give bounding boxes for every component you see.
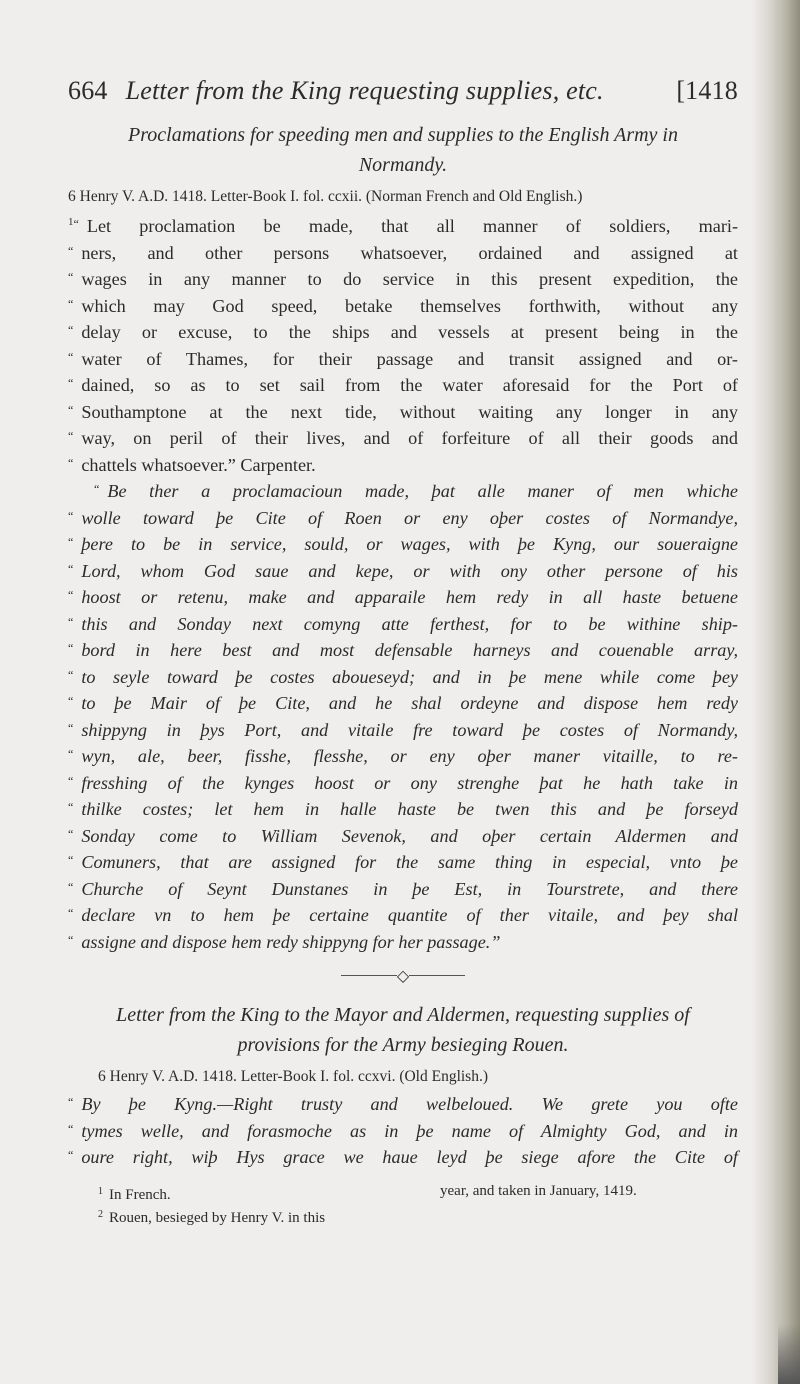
text-line: “ way, on peril of their lives, and of forfeiture of all their goods and [68, 428, 738, 448]
text-line: “ wages in any manner to do service in this present expedition, the [68, 269, 738, 289]
text-line: “ fresshing of the kynges hoost or ony strenghe þat he hath take in [68, 772, 738, 793]
text-line: “ oure right, wiþ Hys grace we haue leyd þe siege afore the Cite of [68, 1147, 738, 1167]
text-line: “ dained, so as to set sail from the water aforesaid for the Port of [68, 375, 738, 395]
section-title-letter: Letter from the King to the Mayor and Aldermen, requesting supplies of provisions for the Army besieging Rouen. [116, 1004, 690, 1056]
text-line: “ delay or excuse, to the ships and vessels at present being in the [68, 322, 738, 342]
running-title: Letter from the King requesting supplies, etc. [125, 76, 604, 105]
text-line: “ Comuners, that are assigned for the same thing in especial, vnto þe [68, 852, 738, 872]
text-line: “ bord in here best and most defensable harneys and couenable array, [68, 640, 738, 660]
text-line: “ hoost or retenu, make and apparaile hem redy in all haste betuene [68, 587, 738, 607]
text-line: “ Churche of Seynt Dunstanes in þe Est, in Tourstrete, and there [68, 878, 738, 899]
source-citation-2: 6 Henry V. A.D. 1418. Letter-Book I. fol. ccxvi. (Old English.) [98, 1068, 489, 1085]
old-english-proclamation [68, 477, 738, 954]
text-line: “ By þe Kyng.—Right trusty and welbeloued. We grete you ofte [68, 1094, 738, 1114]
text-line: “ water of Thames, for their passage and transit assigned and or- [68, 348, 738, 369]
section-title-proclamations: Proclamations for speeding men and supplies to the English Army in Normandy. [128, 124, 678, 176]
text-line: “ ners, and other persons whatsoever, ordained and assigned at [68, 242, 738, 263]
text-line: “ þere to be in service, sould, or wages, with þe Kyng, our soueraigne [68, 534, 738, 554]
section-divider [68, 966, 738, 986]
footnote-2-continued: year, and taken in January, 1419. [440, 1182, 637, 1199]
text-line: “ this and Sonday next comyng atte ferthest, for to be withine ship- [68, 613, 738, 634]
page-corner-shadow [778, 1324, 800, 1384]
footnote-1: $^1$ In French. [98, 1185, 171, 1203]
source-citation-1: 6 Henry V. A.D. 1418. Letter-Book I. fol. ccxii. (Norman French and Old English.) [68, 188, 583, 205]
text-line: “ Lord, whom God saue and kepe, or with ony other persone of his [68, 560, 738, 581]
text-line: “ to þe Mair of þe Cite, and he shal ordeyne and dispose hem redy [68, 693, 738, 713]
text-line: “ assigne and dispose hem redy shippyng for her passage.” [68, 931, 501, 952]
letter-text [68, 1090, 738, 1170]
text-line: “ Southamptone at the next tide, without waiting any longer in any [68, 401, 738, 422]
text-line: “ thilke costes; let hem in halle haste be twen this and þe forseyd [68, 799, 738, 819]
divider-ornament: ◇ [396, 968, 410, 985]
text-line: “ which may God speed, betake themselves forthwith, without any [68, 295, 738, 316]
text-line: “ tymes welle, and forasmoche as in þe name of Almighty God, and in [68, 1120, 738, 1141]
page-number: 664 [68, 76, 108, 105]
text-line: “ Sonday come to William Sevenok, and oþer certain Aldermen and [68, 825, 738, 846]
page-edge-shadow [752, 0, 800, 1384]
text-line: “ shippyng in þys Port, and vitaile fre toward þe costes of Normandy, [68, 719, 738, 740]
text-line: “ wolle toward þe Cite of Roen or eny oþer costes of Normandye, [68, 507, 738, 528]
text-line: “ to seyle toward þe costes aboueseyd; and in þe mene while come þey [68, 666, 738, 687]
text-line: $^{1“}$ Let proclamation be made, that all manner of soldiers, mari- [68, 216, 738, 236]
footnote-2: $^2$ Rouen, besieged by Henry V. in this [98, 1208, 326, 1226]
footnotes [68, 1182, 738, 1228]
text-line: “ wyn, ale, beer, fisshe, flesshe, or eny oþer maner vitaille, to re- [68, 746, 738, 766]
year-bracket: [1418 [676, 76, 738, 105]
running-header [68, 76, 738, 106]
book-page [68, 76, 738, 1228]
text-line: “ declare vn to hem þe certaine quantite of ther vitaile, and þey shal [68, 905, 738, 925]
text-line: “ Be ther a proclamacioun made, þat alle maner of men whiche [94, 481, 738, 501]
text-line: “ chattels whatsoever.” Carpenter. [68, 454, 316, 475]
modern-translation [68, 210, 738, 477]
